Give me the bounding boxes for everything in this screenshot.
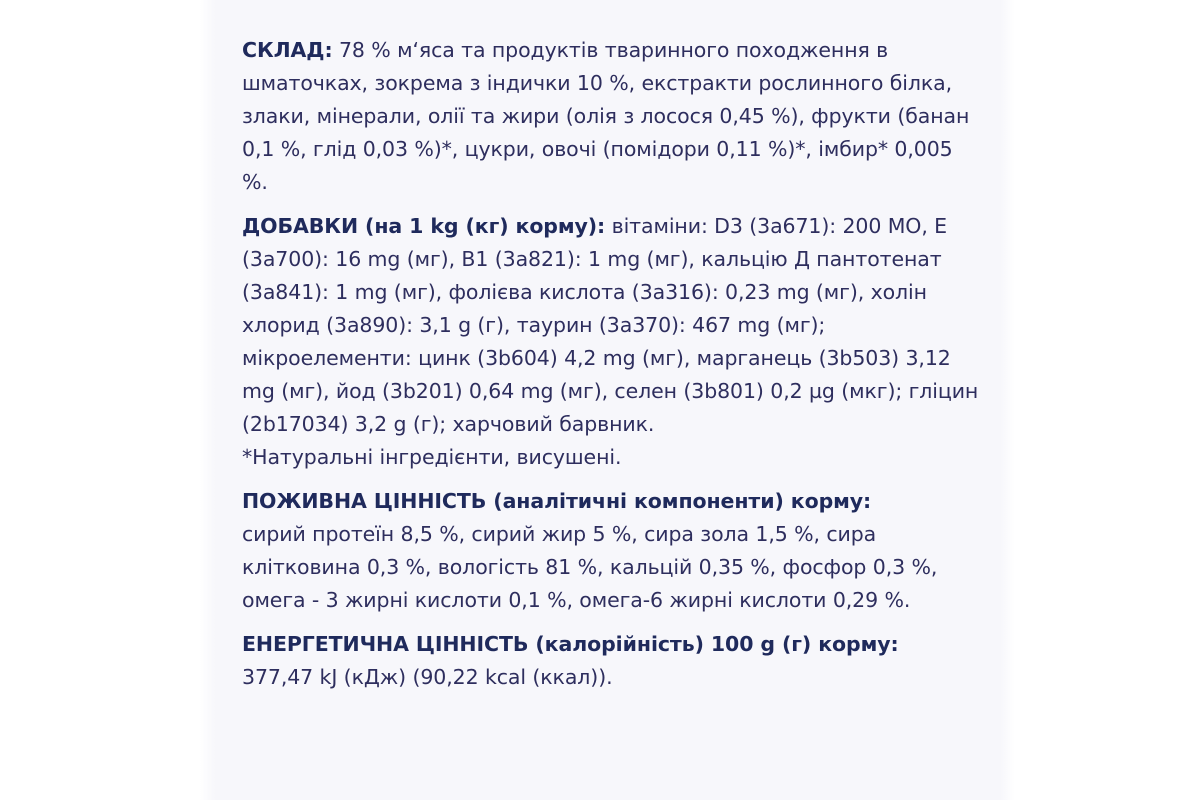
energy-text: 377,47 kJ (кДж) (90,22 kcal (ккал)). <box>242 665 613 689</box>
composition-text: 78 % м‘яса та продуктів тваринного походження в шматочках, зокрема з індички 10 %, екстракти рослинного білка, злаки, мінерали, олії та жири (олія з лосося 0,45 %), фрукти (банан 0,1 %, глід 0,03 %)*, цукри, овочі (помідори 0,11 %)*, імбир* 0,005 %. <box>242 38 970 194</box>
additives-section <box>242 210 982 474</box>
ingredients-panel <box>242 34 982 705</box>
energy-section <box>242 628 982 694</box>
nutrition-section <box>242 485 982 617</box>
energy-heading: ЕНЕРГЕТИЧНА ЦІННІСТЬ (калорійність) 100 g (г) корму: <box>242 632 899 656</box>
additives-heading: ДОБАВКИ (на 1 kg (кг) корму): <box>242 214 606 238</box>
additives-paragraph <box>242 210 982 441</box>
nutrition-heading: ПОЖИВНА ЦІННІСТЬ (аналітичні компоненти) корму: <box>242 489 872 513</box>
composition-paragraph <box>242 34 982 199</box>
composition-heading: СКЛАД: <box>242 38 333 62</box>
additives-footnote: *Натуральні інгредієнти, висушені. <box>242 445 622 469</box>
additives-text: вітаміни: D3 (3a671): 200 МО, E (3a700): 16 mg (мг), B1 (3a821): 1 mg (мг), кальцію Д пантотенат (3a841): 1 mg (мг), фолієва кислота (3a316): 0,23 mg (мг), холін хлорид (3a890): 3,1 g (г), таурин (3a370): 467 mg (мг); мікроелементи: цинк (3b604) 4,2 mg (мг), марганець (3b503) 3,12 mg (мг), йод (3b201) 0,64 mg (мг), селен (3b801) 0,2 µg (мкг); гліцин (2b17034) 3,2 g (г); харчовий барвник. <box>242 214 979 436</box>
nutrition-text: сирий протеїн 8,5 %, сирий жир 5 %, сира зола 1,5 %, сира клітковина 0,3 %, вологість 81 %, кальцій 0,35 %, фосфор 0,3 %, омега - 3 жирні кислоти 0,1 %, омега-6 жирні кислоти 0,29 %. <box>242 522 938 612</box>
composition-section <box>242 34 982 199</box>
